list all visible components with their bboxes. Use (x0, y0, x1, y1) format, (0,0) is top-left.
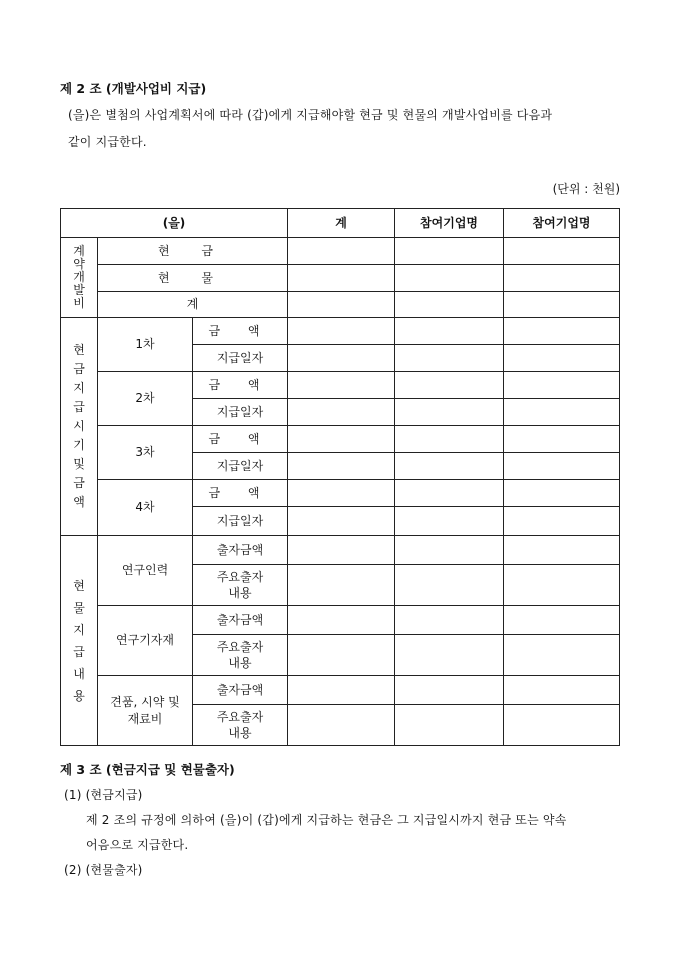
cash-date-label: 지급일자 (193, 345, 288, 372)
header-party: (을) (61, 209, 288, 238)
contract-group-label: 계약개발비 (73, 244, 85, 310)
cell[interactable] (504, 606, 620, 635)
cell[interactable] (288, 565, 395, 606)
inkind-category-3 (98, 676, 193, 746)
cell[interactable] (504, 372, 620, 399)
cell[interactable] (395, 318, 504, 345)
cell[interactable] (395, 372, 504, 399)
cell[interactable] (395, 606, 504, 635)
cash-round-2: 2차 (98, 372, 193, 426)
header-total: 계 (288, 209, 395, 238)
contract-goods-label: 현 물 (98, 265, 288, 292)
cash-amount-label: 금 액 (193, 480, 288, 507)
main-invest-line1: 주요출자 (216, 640, 264, 654)
table-row (61, 292, 620, 318)
invest-amount-label: 출자금액 (193, 606, 288, 635)
cell[interactable] (504, 536, 620, 565)
cell[interactable] (504, 705, 620, 746)
article3-item1-line2: 어음으로 지급한다. (86, 838, 189, 852)
table-row (61, 606, 620, 635)
cash-date-label: 지급일자 (193, 453, 288, 480)
cash-date-label: 지급일자 (193, 399, 288, 426)
cell[interactable] (288, 453, 395, 480)
table-row (61, 318, 620, 345)
cell[interactable] (395, 705, 504, 746)
cell[interactable] (504, 565, 620, 606)
cell[interactable] (395, 399, 504, 426)
cell[interactable] (288, 265, 395, 292)
contract-group-cell (61, 238, 98, 318)
cell[interactable] (504, 318, 620, 345)
cell[interactable] (288, 399, 395, 426)
cash-group-cell (61, 318, 98, 536)
cell[interactable] (504, 676, 620, 705)
cell[interactable] (395, 480, 504, 507)
cash-amount-label: 금 액 (193, 426, 288, 453)
inkind-category-3-label: 견품, 시약 및 재료비 (110, 694, 180, 726)
article2-line2: 같이 지급한다. (68, 135, 147, 149)
article3-item2-title: (2) (현물출자) (64, 863, 143, 877)
cell[interactable] (288, 676, 395, 705)
table-row (61, 238, 620, 265)
article3-heading: 제 3 조 (현금지급 및 현물출자) (60, 762, 235, 777)
budget-table (60, 208, 620, 746)
cell[interactable] (288, 705, 395, 746)
cell[interactable] (288, 507, 395, 536)
cash-group-label: 현금지급시기 및 금액 (73, 343, 85, 509)
table-row (61, 480, 620, 507)
table-header-row (61, 209, 620, 238)
main-invest-line1: 주요출자 (216, 570, 264, 584)
main-invest-line2: 내용 (228, 586, 252, 600)
article3-item1-line1: 제 2 조의 규정에 의하여 (을)이 (갑)에게 지급하는 현금은 그 지급일시까지 현금 또는 약속 (86, 813, 567, 827)
table-row (61, 426, 620, 453)
cell[interactable] (288, 536, 395, 565)
cell[interactable] (504, 238, 620, 265)
cell[interactable] (288, 606, 395, 635)
cell[interactable] (288, 480, 395, 507)
cell[interactable] (504, 265, 620, 292)
cell[interactable] (395, 345, 504, 372)
cell[interactable] (395, 265, 504, 292)
cell[interactable] (395, 536, 504, 565)
invest-amount-label: 출자금액 (193, 676, 288, 705)
cell[interactable] (395, 635, 504, 676)
main-invest-line2: 내용 (228, 726, 252, 740)
cell[interactable] (288, 292, 395, 318)
table-row (61, 265, 620, 292)
inkind-category-1: 연구인력 (98, 536, 193, 606)
cash-amount-label: 금 액 (193, 372, 288, 399)
cell[interactable] (504, 453, 620, 480)
header-company-2: 참여기업명 (504, 209, 620, 238)
cash-round-4: 4차 (98, 480, 193, 536)
table-row (61, 372, 620, 399)
cash-round-3: 3차 (98, 426, 193, 480)
cell[interactable] (504, 292, 620, 318)
contract-cash-label: 현 금 (98, 238, 288, 265)
cell[interactable] (504, 399, 620, 426)
article2-heading: 제 2 조 (개발사업비 지급) (60, 81, 207, 96)
cell[interactable] (395, 565, 504, 606)
cell[interactable] (288, 426, 395, 453)
header-company-1: 참여기업명 (395, 209, 504, 238)
main-invest-label (193, 635, 288, 676)
cell[interactable] (288, 238, 395, 265)
cell[interactable] (288, 345, 395, 372)
inkind-category-2: 연구기자재 (98, 606, 193, 676)
article3-item1-title: (1) (현금지급) (64, 788, 143, 802)
cash-amount-label: 금 액 (193, 318, 288, 345)
main-invest-label (193, 705, 288, 746)
cell[interactable] (504, 635, 620, 676)
table-row (61, 536, 620, 565)
cell[interactable] (504, 426, 620, 453)
main-invest-line1: 주요출자 (216, 710, 264, 724)
inkind-group-cell (61, 536, 98, 746)
cell[interactable] (395, 453, 504, 480)
cell[interactable] (504, 345, 620, 372)
cell[interactable] (395, 238, 504, 265)
cell[interactable] (288, 635, 395, 676)
cell[interactable] (395, 676, 504, 705)
contract-total-label: 계 (98, 292, 288, 318)
main-invest-label (193, 565, 288, 606)
article2-line1: (을)은 별첨의 사업계획서에 따라 (갑)에게 지급해야할 현금 및 현물의 개발사업비를 다음과 (68, 108, 553, 122)
cell[interactable] (395, 292, 504, 318)
main-invest-line2: 내용 (228, 656, 252, 670)
cell[interactable] (395, 507, 504, 536)
cash-date-label: 지급일자 (193, 507, 288, 536)
cell[interactable] (504, 480, 620, 507)
invest-amount-label: 출자금액 (193, 536, 288, 565)
cell[interactable] (288, 318, 395, 345)
cell[interactable] (395, 426, 504, 453)
cell[interactable] (288, 372, 395, 399)
cell[interactable] (504, 507, 620, 536)
table-row (61, 676, 620, 705)
cash-round-1: 1차 (98, 318, 193, 372)
unit-label: (단위 : 천원) (552, 182, 620, 196)
inkind-group-label: 현물지급내용 (73, 578, 85, 703)
